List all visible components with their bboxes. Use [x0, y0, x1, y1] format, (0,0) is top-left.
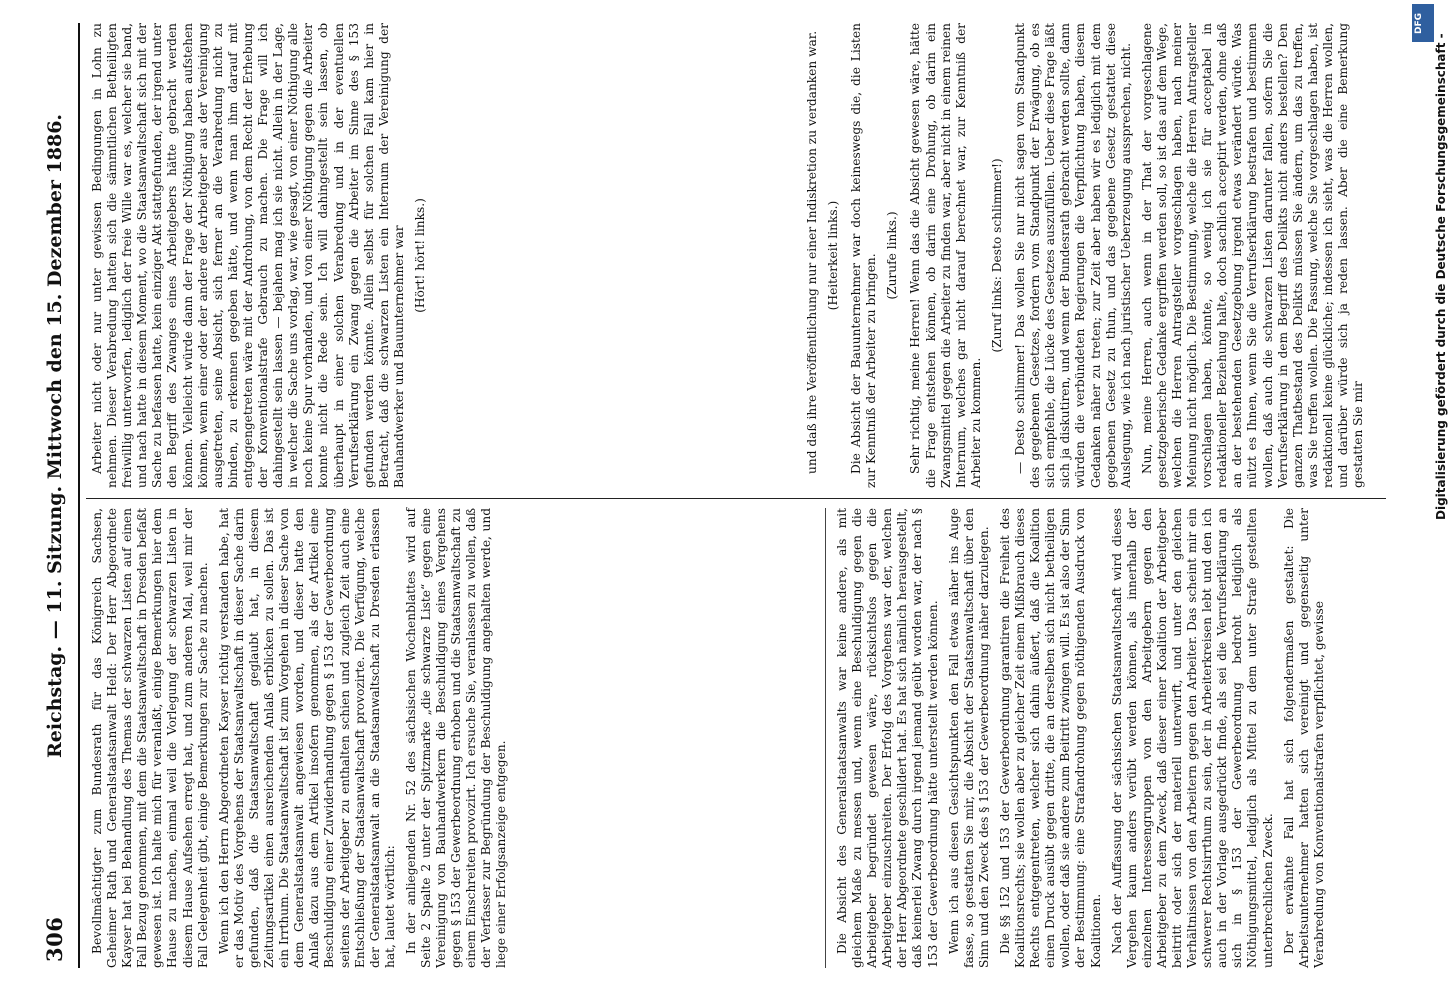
paragraph: — Desto schlimmer! Das wollen Sie nur nicht sagen vom Standpunkt des gegebenen Gesetzes, fordern vom Standpunkt der Erwägung, ob es sich empfehle, die Lücke des Gesetzes auszufüllen. Ueber diese Frage läßt sich ja diskutiren, und wenn der Bundesrath gebracht werden sollte, dann würden die verbündeten Regierungen die Verpflichtung haben, diesem Gedanken näher zu treten; zur Zeit aber haben wir es lediglich mit dem gegebenen Gesetz zu thun, und das gegebene Gesetz gestattet diese Auslegung, wie ich nach juristischer Ueberzeugung aussprechen, nicht. — [1013, 23, 1133, 488]
paragraph: Nach der Auffassung der sächsischen Staatsanwaltschaft wird dieses Vergehen kaum anders verübt werden können, als innerhalb der einzelnen Interessengruppen von den Arbeitgebern gegen den Arbeitgeber zu dem Zweck, daß dieser einer Koalition der Arbeitgeber beitritt oder sich der materiell unterwirft, und unter den gleichen Verhältnissen von den Arbeitern gegen den Arbeiter. Das scheint mir ein schwerer Rechtsirrthum zu sein, der in Arbeiterkreisen lebt und den ich auch in der Vorlage ausgedrückt finde, als sei die Verrufserklärung an sich in § 153 der Gewerbeordnung bedroht lediglich als Nöthigungsmittel, lediglich als Mittel zu dem unter Strafe gestellten unterbrechlichen Zweck. — [1109, 508, 1275, 968]
dfg-logo — [1412, 4, 1434, 42]
paragraph: Wenn ich den Herrn Abgeordneten Kayser richtig verstanden habe, hat er das Motiv des Vorgehens der Staatsanwaltschaft in dieser Sache darin gefunden, daß die Staatsanwaltschaft geglaubt hat, in diesem Zeitungsartikel einen ausreichenden Anlaß erblicken zu sollen. Das ist ein Irrthum. Die Staatsanwaltschaft ist zum Vorgehen in dieser Sache von dem Generalstaatsanwalt angewiesen worden, und dieser hatte den Anlaß dazu aus dem Artikel insofern genommen, als der Artikel eine Beschuldigung einer Zuwiderhandlung gegen § 153 der Gewerbeordnung seitens der Arbeitgeber zu enthalten schien und zugleich Zeit auch eine Entschließung der Staatsanwaltschaft provozirte. Die Verfügung, welche der Generalstaatsanwalt an die Staatsanwaltschaft zu Dresden erlassen hat, lautet wörtlich: — [216, 508, 397, 968]
column-divider — [86, 498, 1386, 499]
paragraph: Wenn ich aus diesen Gesichtspunkten den Fall etwas näher ins Auge fasse, so gestatten Sie mir, die Absicht der Staatsanwaltschaft über den Sinn und den Zweck des § 153 der Gewerbeordnung näher darzulegen. — [946, 508, 991, 968]
interjection: (Zuruf links: Desto schlimmer!) — [989, 158, 1004, 353]
paragraph: Die §§ 152 und 153 der Gewerbeordnung garantiren die Freiheit des Koalitionsrechts; sie wollen aber zu gleicher Zeit einem Mißbrauch dieses Rechts entgegentreten, welcher sich dahin äußert, daß die Koalition einen Druck ausübt gegen dritte, die an derselben sich nicht betheiligen wollen, oder daß sie andere zum Beitritt zwingen will. Es ist also der Sinn der Bestimmung: eine Strafandrohung gegen nöthigenden Ausdruck von Koalitionen. — [997, 508, 1103, 968]
paragraph: Die Absicht des Generalstaatsanwalts war keine andere, als mit gleichem Maße zu messen und, wenn eine Beschuldigung gegen die Arbeitgeber begründet gewesen wäre, rücksichtslos gegen die Arbeitgeber einzuschreiten. Der Erfolg des Vorgehens war der, welchen der Herr Abgeordnete geschildert hat. Es hat sich nämlich herausgestellt, daß keinerlei Zwang durch irgend jemand geübt worden war, der nach § 153 der Gewerbeordnung hätte unterstellt werden können. — [835, 508, 940, 968]
interjection: (Hört! hört! links.) — [412, 198, 427, 313]
section-divider — [825, 508, 826, 968]
column-left-top — [90, 508, 820, 968]
page-number: 306 — [42, 916, 67, 962]
paragraph: Arbeiter nicht oder nur unter gewissen Bedingungen in Lohn zu nehmen. Dieser Verabredung hatten sich die sämmtlichen Betheiligten freiwillig unterworfen, lediglich der freie Wille war es, welcher sie band, und nach hatte in diesem Moment, wo die Staatsanwaltschaft sich mit der Sache zu befassen hatte, kein einziger Akt stattgefunden, der irgend unter den Begriff des Zwanges eines Arbeitgebers hätte gebracht werden können. Vielleicht würde dann der Frage der Nöthigung haben aufstehen können, wenn einer oder der andere der Arbeitgeber aus der Vereinigung ausgetreten, seine Absicht, sich ferner an die Verabredung nicht zu binden, zu erkennen gegeben hätte, und wenn man ihm darauf mit entgegengetreten wäre mit der Androhung, von dem Recht der Erhebung der Konventionalstrafe Gebrauch zu machen. Die Frage will ich dahingestellt sein lassen — bejahen mag ich sie nicht. Allein in der Lage, in welcher die Sache uns vorlag, war, wie gesagt, von einer Nöthigung alle noch keine Spur vorhanden, und von einer Nöthigung gegen die Arbeiter konnte nicht die Rede sein. Ich will dahingestellt sein lassen, ob überhaupt in einer solchen Verabredung und in der eventuellen Verrufserklärung ein Zwang gegen die Arbeiter im Sinne des § 153 gefunden werden könnte. Allein selbst für solchen Fall kam hier in Betracht, daß die schwarzen Listen ein Internum der Vereinigung der Bauhandwerker und Bauunternehmer war — [90, 23, 406, 488]
paragraph: Nun, meine Herren, auch wenn in der That der vorgeschlagene gesetzgeberische Gedanke ergriffen werden soll, so ist das auf dem Wege, welchen die Herren Antragsteller vorgeschlagen haben, nach meiner Meinung nicht möglich. Die Bestimmung, welche die Herren Antragsteller vorschlagen haben, könnte, so wenig ich sie für acceptabel in redaktioneller Beziehung halte, doch sachlich acceptirt werden, ohne daß an der bestehenden Gesetzgebung irgend etwas verändert würde. Was nützt es Ihnen, wenn Sie die Verrufserklärung bestrafen und bestimmen wollen, daß auch die schwarzen Listen darunter fallen, sofern Sie die Verrufserklärung in dem Begriff des Delikts nicht anders bestellen? Den ganzen Thatbestand des Delikts müssen Sie ändern, um das zu treffen, was Sie treffen wollen. Die Fassung, welche Sie vorgeschlagen haben, ist redaktionell keine glückliche; indessen ich sieht, was die Herren wollen, und darüber würde sich ja reden lassen. Aber die eine Bemerkung gestatten Sie mir — [1139, 23, 1366, 488]
paragraph: und daß ihre Veröffentlichung nur einer Indiskretion zu verdanken war. — [805, 30, 819, 474]
paragraph: Die Absicht der Bauunternehmer war doch keineswegs die, die Listen zur Kenntniß der Arbeiter zu bringen. — [849, 23, 879, 488]
interjection: (Heiterkeit links.) — [826, 200, 841, 311]
paragraph: Sehr richtig, meine Herren! Wenn das die Absicht gewesen wäre, hätte die Frage entstehen können, ob darin eine Drohung, ob darin ein Zwangsmittel gegen die Arbeiter zu finden war, aber nicht in einem reinen Internum, welches gar nicht darauf berechnet war, zur Kenntniß der Arbeiter zu kommen. — [908, 23, 983, 488]
page-header — [30, 23, 80, 968]
quoted-paragraph: In der anliegenden Nr. 52 des sächsischen Wochenblattes wird auf Seite 2 Spalte 2 unter der Spitzmarke „die schwarze Liste“ gegen eine Vereinigung von Bauhandwerkern die Beschuldigung eines Vergehens gegen § 153 der Gewerbeordnung erhoben und die Staatsanwaltschaft zu einem Einschreiten provozirt. Ich ersuche Sie, veranlassen zu wollen, daß der Verfasser zur Begründung der Beschuldigung angehalten werde, und liege einer Erfolgsanzeige entgegen. — [403, 508, 509, 968]
column-left-bottom — [835, 508, 1390, 968]
column-right-top — [90, 23, 790, 488]
digitization-credit: Digitalisierung gefördert durch die Deutsche Forschungsgemeinschaft - — [1434, 33, 1448, 520]
paragraph: Der erwähnte Fall hat sich folgendermaßen gestaltet: Die Arbeitsunternehmer hatten sich vereinigt und gegenseitig unter Verabredung von Konventionalstrafen verpflichtet, gewisse — [1281, 508, 1326, 968]
newspaper-page — [30, 23, 1390, 968]
paragraph: Bevollmächtigter zum Bundesrath für das Königreich Sachsen, Geheimer Rath und Generalstaatsanwalt Held: Der Herr Abgeordnete Kayser hat bei Behandlung des Themas der schwarzen Listen auf einen Fall Bezug genommen, mit dem die Staatsanwaltschaft in Dresden befaßt gewesen ist. Ich halte mich für veranlaßt, einige Bemerkungen hier dem Hause zu machen, einmal weil die Vorlegung der schwarzen Listen in diesem Hause Aufsehen erregt hat, und zum anderen Mal, weil mir der Fall Gelegenheit gibt, einige Bemerkungen zur Sache zu machen. — [90, 508, 210, 968]
dfg-logo-text: DFG — [1414, 12, 1424, 34]
interjection: (Zurufe links.) — [885, 211, 900, 300]
page-title: Reichstag. — 11. Sitzung. Mittwoch den 15. Dezember 1886. — [44, 113, 66, 758]
column-right-bottom — [805, 23, 1390, 488]
